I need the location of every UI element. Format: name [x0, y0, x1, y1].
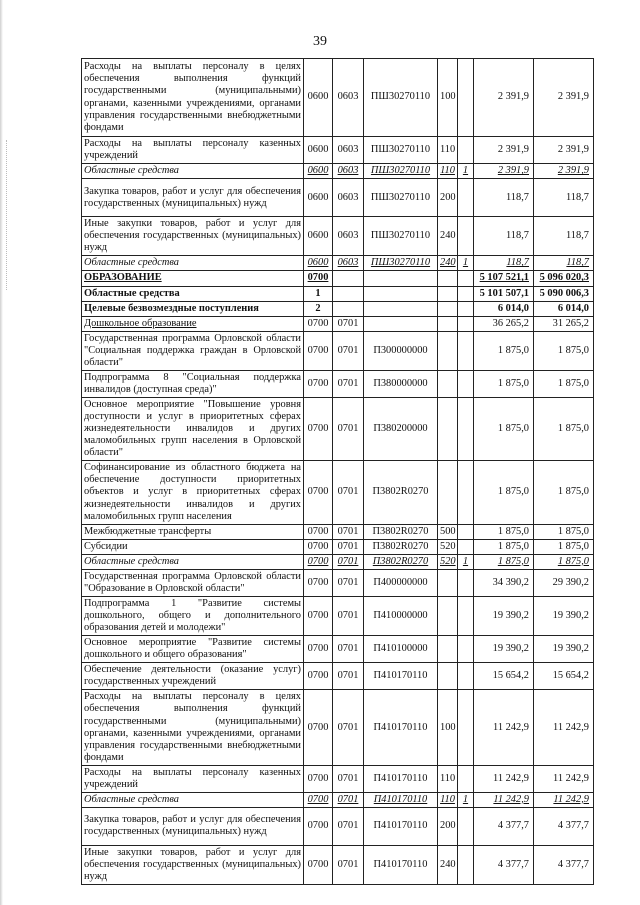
amount-year-2: 2 391,9 [534, 59, 594, 137]
table-row [82, 663, 594, 690]
section-code: 0700 [304, 554, 333, 569]
row-name: Государственная программа Орловской области "Образование в Орловской области" [82, 569, 304, 596]
scan-artifact [6, 140, 8, 290]
table-row [82, 569, 594, 596]
target-article-code: П300000000 [364, 331, 438, 370]
target-article-code: ПШ30270110 [364, 179, 438, 217]
amount-year-2: 2 391,9 [534, 164, 594, 179]
target-article-code: ПШ30270110 [364, 217, 438, 256]
expense-type-code [438, 398, 458, 461]
row-name: Подпрограмма 8 "Социальная поддержка инвалидов (доступная среда)" [82, 370, 304, 397]
expense-type-code [438, 370, 458, 397]
table-row [82, 301, 594, 316]
target-article-code: П410170110 [364, 765, 438, 792]
amount-year-1: 2 391,9 [474, 59, 534, 137]
expense-type-code: 110 [438, 765, 458, 792]
amount-year-1: 118,7 [474, 217, 534, 256]
section-code: 0700 [304, 331, 333, 370]
table-row [82, 331, 594, 370]
amount-year-2: 1 875,0 [534, 398, 594, 461]
target-article-code: П3802R0270 [364, 461, 438, 524]
target-article-code: П400000000 [364, 569, 438, 596]
amount-year-1: 15 654,2 [474, 663, 534, 690]
section-code: 0600 [304, 137, 333, 164]
target-article-code: П3802R0270 [364, 554, 438, 569]
funding-source-code [458, 370, 474, 397]
row-name: Областные средства [82, 164, 304, 179]
funding-source-code [458, 765, 474, 792]
target-article-code: П410100000 [364, 636, 438, 663]
row-name: Обеспечение деятельности (оказание услуг) государственных учреждений [82, 663, 304, 690]
amount-year-2: 118,7 [534, 256, 594, 271]
row-name: Подпрограмма 1 "Развитие системы дошкольного, общего и дополнительного образования детей и молодежи" [82, 596, 304, 635]
section-code: 0700 [304, 663, 333, 690]
expense-type-code [438, 286, 458, 301]
target-article-code: ПШ30270110 [364, 137, 438, 164]
row-name: Субсидии [82, 539, 304, 554]
funding-source-code [458, 461, 474, 524]
target-article-code: ПШ30270110 [364, 164, 438, 179]
expense-type-code [438, 331, 458, 370]
subsection-code: 0701 [333, 461, 364, 524]
funding-source-code [458, 179, 474, 217]
funding-source-code [458, 271, 474, 286]
section-code: 0600 [304, 59, 333, 137]
target-article-code [364, 286, 438, 301]
amount-year-2: 19 390,2 [534, 636, 594, 663]
target-article-code: П410170110 [364, 663, 438, 690]
subsection-code [333, 301, 364, 316]
target-article-code: П380200000 [364, 398, 438, 461]
amount-year-1: 36 265,2 [474, 316, 534, 331]
target-article-code: П410170110 [364, 690, 438, 765]
subsection-code: 0701 [333, 765, 364, 792]
funding-source-code: 1 [458, 792, 474, 807]
amount-year-1: 2 391,9 [474, 164, 534, 179]
subsection-code: 0701 [333, 690, 364, 765]
table-row [82, 217, 594, 256]
amount-year-2: 1 875,0 [534, 331, 594, 370]
amount-year-1: 2 391,9 [474, 137, 534, 164]
amount-year-2: 29 390,2 [534, 569, 594, 596]
row-name: Расходы на выплаты персоналу в целях обеспечения выполнения функций государственными (муниципальными) органами, казенными учреждениями, органами управления государственными внебюджетными фондами [82, 690, 304, 765]
expense-type-code: 240 [438, 217, 458, 256]
funding-source-code [458, 217, 474, 256]
table-row [82, 164, 594, 179]
funding-source-code [458, 331, 474, 370]
subsection-code: 0701 [333, 524, 364, 539]
row-name: Основное мероприятие "Повышение уровня доступности и услуг в приоритетных сферах жизнедеятельности инвалидов и других маломобильных групп населения в Орловской области" [82, 398, 304, 461]
row-name: Основное мероприятие "Развитие системы дошкольного и общего образования" [82, 636, 304, 663]
subsection-code: 0701 [333, 554, 364, 569]
section-code: 0700 [304, 461, 333, 524]
section-code: 0700 [304, 370, 333, 397]
table-row [82, 370, 594, 397]
table-row [82, 59, 594, 137]
subsection-code: 0701 [333, 539, 364, 554]
subsection-code: 0701 [333, 370, 364, 397]
amount-year-2: 2 391,9 [534, 137, 594, 164]
expense-type-code [438, 569, 458, 596]
table-row [82, 137, 594, 164]
scan-edge-shadow [0, 0, 3, 905]
funding-source-code [458, 539, 474, 554]
subsection-code: 0701 [333, 596, 364, 635]
row-name: Межбюджетные трансферты [82, 524, 304, 539]
amount-year-1: 19 390,2 [474, 596, 534, 635]
funding-source-code [458, 845, 474, 884]
subsection-code: 0701 [333, 569, 364, 596]
funding-source-code: 1 [458, 164, 474, 179]
subsection-code: 0701 [333, 845, 364, 884]
amount-year-2: 118,7 [534, 217, 594, 256]
section-code: 0700 [304, 792, 333, 807]
subsection-code: 0603 [333, 256, 364, 271]
section-code: 0700 [304, 596, 333, 635]
funding-source-code: 1 [458, 554, 474, 569]
expense-type-code: 520 [438, 554, 458, 569]
table-row [82, 461, 594, 524]
amount-year-1: 1 875,0 [474, 524, 534, 539]
amount-year-1: 11 242,9 [474, 690, 534, 765]
expense-type-code: 110 [438, 164, 458, 179]
expense-type-code: 200 [438, 807, 458, 845]
expense-type-code: 200 [438, 179, 458, 217]
subsection-code: 0701 [333, 663, 364, 690]
section-code: 0600 [304, 164, 333, 179]
row-name: Расходы на выплаты персоналу казенных учреждений [82, 765, 304, 792]
amount-year-1: 1 875,0 [474, 554, 534, 569]
row-name: Областные средства [82, 286, 304, 301]
section-code: 2 [304, 301, 333, 316]
expense-type-code [438, 316, 458, 331]
amount-year-2: 118,7 [534, 179, 594, 217]
subsection-code: 0701 [333, 807, 364, 845]
funding-source-code [458, 59, 474, 137]
amount-year-1: 118,7 [474, 179, 534, 217]
page-number: 39 [313, 34, 327, 49]
subsection-code: 0603 [333, 217, 364, 256]
row-name: Областные средства [82, 792, 304, 807]
expense-type-code [438, 461, 458, 524]
expense-type-code: 500 [438, 524, 458, 539]
section-code: 0600 [304, 256, 333, 271]
expense-type-code: 240 [438, 256, 458, 271]
row-name: Расходы на выплаты персоналу казенных учреждений [82, 137, 304, 164]
subsection-code [333, 271, 364, 286]
row-name: Дошкольное образование [82, 316, 304, 331]
table-row [82, 807, 594, 845]
expense-type-code: 520 [438, 539, 458, 554]
table-row [82, 596, 594, 635]
amount-year-1: 11 242,9 [474, 765, 534, 792]
row-name: Закупка товаров, работ и услуг для обеспечения государственных (муниципальных) нужд [82, 807, 304, 845]
amount-year-1: 11 242,9 [474, 792, 534, 807]
funding-source-code [458, 316, 474, 331]
table-row [82, 636, 594, 663]
amount-year-2: 31 265,2 [534, 316, 594, 331]
amount-year-2: 15 654,2 [534, 663, 594, 690]
amount-year-2: 5 090 006,3 [534, 286, 594, 301]
target-article-code: ПШ30270110 [364, 256, 438, 271]
table-row [82, 316, 594, 331]
section-code: 0700 [304, 524, 333, 539]
amount-year-2: 4 377,7 [534, 807, 594, 845]
section-code: 0700 [304, 636, 333, 663]
budget-table-body [82, 59, 594, 885]
amount-year-2: 1 875,0 [534, 370, 594, 397]
amount-year-2: 1 875,0 [534, 524, 594, 539]
amount-year-2: 11 242,9 [534, 765, 594, 792]
funding-source-code [458, 807, 474, 845]
funding-source-code [458, 286, 474, 301]
subsection-code: 0701 [333, 331, 364, 370]
expense-type-code: 110 [438, 137, 458, 164]
funding-source-code [458, 524, 474, 539]
amount-year-2: 1 875,0 [534, 539, 594, 554]
funding-source-code [458, 690, 474, 765]
section-code: 0700 [304, 690, 333, 765]
section-code: 0700 [304, 845, 333, 884]
amount-year-2: 11 242,9 [534, 792, 594, 807]
section-code: 1 [304, 286, 333, 301]
target-article-code: П380000000 [364, 370, 438, 397]
subsection-code: 0603 [333, 137, 364, 164]
expense-type-code [438, 301, 458, 316]
subsection-code: 0701 [333, 792, 364, 807]
subsection-code: 0603 [333, 59, 364, 137]
table-row [82, 256, 594, 271]
amount-year-2: 4 377,7 [534, 845, 594, 884]
expense-type-code: 100 [438, 59, 458, 137]
row-name: Областные средства [82, 256, 304, 271]
section-code: 0700 [304, 807, 333, 845]
section-code: 0700 [304, 316, 333, 331]
amount-year-2: 5 096 020,3 [534, 271, 594, 286]
row-name: Областные средства [82, 554, 304, 569]
amount-year-1: 4 377,7 [474, 845, 534, 884]
target-article-code [364, 316, 438, 331]
section-code: 0700 [304, 271, 333, 286]
table-row [82, 524, 594, 539]
amount-year-2: 1 875,0 [534, 461, 594, 524]
expense-type-code [438, 271, 458, 286]
expense-type-code: 110 [438, 792, 458, 807]
amount-year-2: 11 242,9 [534, 690, 594, 765]
funding-source-code [458, 596, 474, 635]
table-row [82, 792, 594, 807]
amount-year-1: 34 390,2 [474, 569, 534, 596]
amount-year-1: 1 875,0 [474, 331, 534, 370]
target-article-code [364, 301, 438, 316]
table-row [82, 179, 594, 217]
section-code: 0700 [304, 765, 333, 792]
target-article-code: П410170110 [364, 845, 438, 884]
budget-table [81, 58, 594, 885]
target-article-code: ПШ30270110 [364, 59, 438, 137]
subsection-code [333, 286, 364, 301]
section-code: 0600 [304, 179, 333, 217]
row-name: ОБРАЗОВАНИЕ [82, 271, 304, 286]
table-row [82, 690, 594, 765]
row-name: Закупка товаров, работ и услуг для обеспечения государственных (муниципальных) нужд [82, 179, 304, 217]
table-row [82, 286, 594, 301]
table-row [82, 554, 594, 569]
subsection-code: 0603 [333, 179, 364, 217]
subsection-code: 0701 [333, 316, 364, 331]
table-row [82, 271, 594, 286]
expense-type-code: 100 [438, 690, 458, 765]
row-name: Иные закупки товаров, работ и услуг для обеспечения государственных (муниципальных) нужд [82, 845, 304, 884]
subsection-code: 0701 [333, 636, 364, 663]
section-code: 0700 [304, 539, 333, 554]
amount-year-2: 1 875,0 [534, 554, 594, 569]
target-article-code [364, 271, 438, 286]
amount-year-1: 1 875,0 [474, 370, 534, 397]
amount-year-1: 6 014,0 [474, 301, 534, 316]
funding-source-code [458, 137, 474, 164]
expense-type-code [438, 636, 458, 663]
amount-year-1: 5 107 521,1 [474, 271, 534, 286]
amount-year-1: 118,7 [474, 256, 534, 271]
amount-year-1: 1 875,0 [474, 398, 534, 461]
table-row [82, 398, 594, 461]
subsection-code: 0603 [333, 164, 364, 179]
row-name: Государственная программа Орловской области "Социальная поддержка граждан в Орловской области" [82, 331, 304, 370]
amount-year-1: 1 875,0 [474, 539, 534, 554]
amount-year-2: 19 390,2 [534, 596, 594, 635]
section-code: 0700 [304, 398, 333, 461]
amount-year-1: 1 875,0 [474, 461, 534, 524]
table-row [82, 845, 594, 884]
funding-source-code [458, 569, 474, 596]
target-article-code: П3802R0270 [364, 524, 438, 539]
row-name: Расходы на выплаты персоналу в целях обеспечения выполнения функций государственными (муниципальными) органами, казенными учреждениями, органами управления государственными внебюджетными фондами [82, 59, 304, 137]
target-article-code: П3802R0270 [364, 539, 438, 554]
target-article-code: П410170110 [364, 807, 438, 845]
section-code: 0700 [304, 569, 333, 596]
target-article-code: П410000000 [364, 596, 438, 635]
expense-type-code [438, 596, 458, 635]
section-code: 0600 [304, 217, 333, 256]
funding-source-code: 1 [458, 256, 474, 271]
funding-source-code [458, 636, 474, 663]
funding-source-code [458, 398, 474, 461]
expense-type-code [438, 663, 458, 690]
expense-type-code: 240 [438, 845, 458, 884]
row-name: Иные закупки товаров, работ и услуг для обеспечения государственных (муниципальных) нужд [82, 217, 304, 256]
subsection-code: 0701 [333, 398, 364, 461]
amount-year-1: 4 377,7 [474, 807, 534, 845]
target-article-code: П410170110 [364, 792, 438, 807]
amount-year-1: 19 390,2 [474, 636, 534, 663]
amount-year-2: 6 014,0 [534, 301, 594, 316]
table-row [82, 765, 594, 792]
funding-source-code [458, 301, 474, 316]
funding-source-code [458, 663, 474, 690]
row-name: Софинансирование из областного бюджета на обеспечение доступности приоритетных объектов и услуг в приоритетных сферах жизнедеятельности инвалидов и других маломобильных групп населения [82, 461, 304, 524]
amount-year-1: 5 101 507,1 [474, 286, 534, 301]
row-name: Целевые безвозмездные поступления [82, 301, 304, 316]
table-row [82, 539, 594, 554]
